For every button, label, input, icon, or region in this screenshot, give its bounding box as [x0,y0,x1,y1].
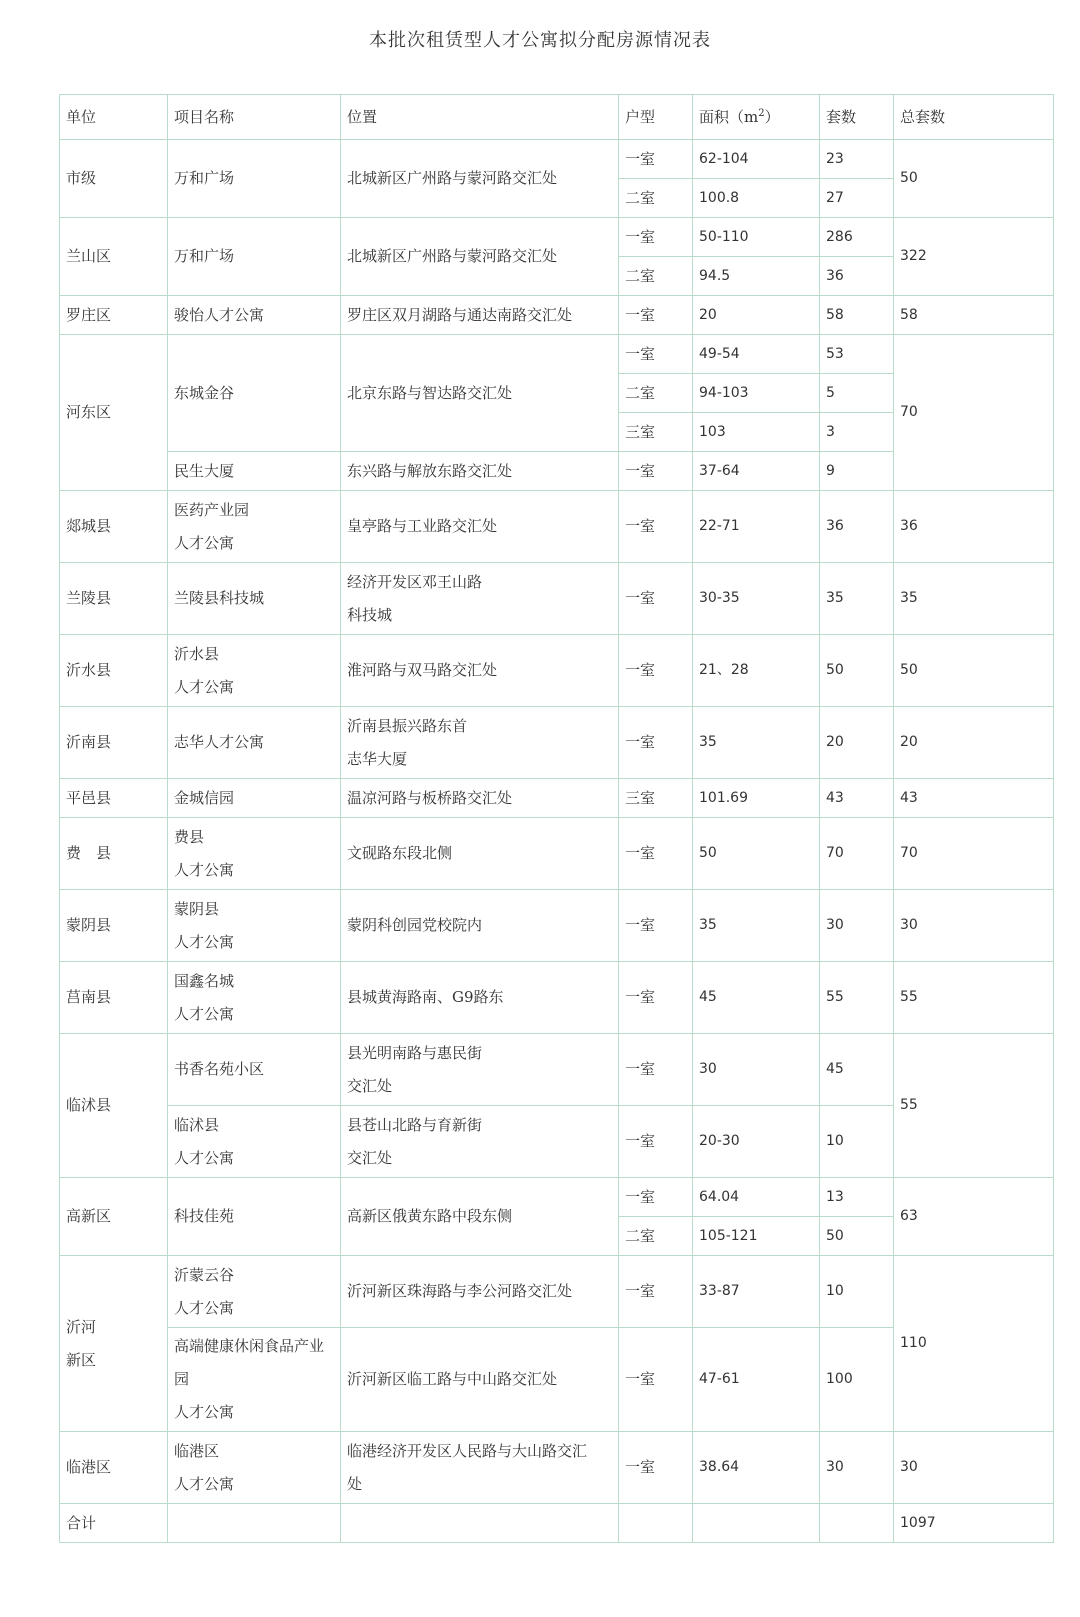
location-cell [341,1034,619,1106]
project-cell: 万和广场 [168,140,341,218]
total-cell: 63 [894,1178,1054,1256]
total-cell: 110 [894,1256,1054,1432]
location-line: 志华大厦 [347,749,408,768]
total-cell: 50 [894,140,1054,218]
empty-cell [341,1504,619,1543]
project-line: 人才公寓 [174,677,235,696]
unit-cell [60,1256,168,1432]
type-cell: 二室 [619,257,693,296]
area-cell: 47-61 [693,1328,820,1432]
location-line: 交汇处 [347,1076,393,1095]
header-row [60,95,1054,140]
count-cell: 9 [820,452,894,491]
type-cell: 一室 [619,890,693,962]
count-cell: 20 [820,707,894,779]
project-line: 沂水县 [174,644,220,663]
project-cell [168,1432,341,1504]
project-line: 人才公寓 [174,1403,235,1421]
project-line: 人才公寓 [174,860,235,879]
count-cell: 36 [820,257,894,296]
type-cell: 一室 [619,452,693,491]
table-row [60,962,1054,1034]
count-cell: 286 [820,218,894,257]
project-line: 蒙阴县 [174,899,220,918]
count-cell: 43 [820,779,894,818]
location-cell: 淮河路与双马路交汇处 [341,635,619,707]
area-cell: 30-35 [693,563,820,635]
table-row [60,1034,1054,1106]
count-cell: 58 [820,296,894,335]
count-cell: 10 [820,1256,894,1328]
table-row [60,779,1054,818]
count-cell: 53 [820,335,894,374]
type-cell: 一室 [619,296,693,335]
table-row [60,335,1054,374]
location-cell: 北城新区广州路与蒙河路交汇处 [341,140,619,218]
area-cell: 37-64 [693,452,820,491]
type-cell: 一室 [619,707,693,779]
table-row [60,140,1054,179]
unit-cell: 兰陵县 [60,563,168,635]
table-row [60,635,1054,707]
count-cell: 50 [820,635,894,707]
count-cell: 30 [820,1432,894,1504]
type-cell: 一室 [619,335,693,374]
project-cell: 志华人才公寓 [168,707,341,779]
area-cell: 30 [693,1034,820,1106]
type-cell: 一室 [619,1256,693,1328]
count-cell: 55 [820,962,894,1034]
type-cell: 一室 [619,1034,693,1106]
unit-cell [60,818,168,890]
type-cell: 三室 [619,413,693,452]
header-location: 位置 [341,95,619,140]
area-cell: 103 [693,413,820,452]
project-cell [168,491,341,563]
project-line: 医药产业园 [174,500,250,519]
footer-label: 合计 [60,1504,168,1543]
type-cell: 一室 [619,1178,693,1217]
total-cell: 35 [894,563,1054,635]
total-cell: 322 [894,218,1054,296]
location-cell: 沂河新区珠海路与李公河路交汇处 [341,1256,619,1328]
project-line: 人才公寓 [174,1004,235,1023]
total-cell: 58 [894,296,1054,335]
location-cell: 沂河新区临工路与中山路交汇处 [341,1328,619,1432]
project-cell: 书香名苑小区 [168,1034,341,1106]
count-cell: 13 [820,1178,894,1217]
area-cell: 20 [693,296,820,335]
project-cell [168,1256,341,1328]
unit-cell: 罗庄区 [60,296,168,335]
empty-cell [619,1504,693,1543]
area-cell: 22-71 [693,491,820,563]
header-count: 套数 [820,95,894,140]
project-cell: 金城信园 [168,779,341,818]
total-cell: 55 [894,962,1054,1034]
project-line: 临沭县 [174,1115,220,1134]
location-cell: 高新区俄黄东路中段东侧 [341,1178,619,1256]
type-cell: 一室 [619,1328,693,1432]
total-cell: 55 [894,1034,1054,1178]
type-cell: 一室 [619,635,693,707]
table-row [60,563,1054,635]
area-cell: 94-103 [693,374,820,413]
project-line: 园 [174,1370,190,1388]
location-cell: 北京东路与智达路交汇处 [341,335,619,452]
unit-cell: 蒙阴县 [60,890,168,962]
project-line: 临港区 [174,1441,220,1460]
area-cell: 21、28 [693,635,820,707]
header-area-text: 面积（m [699,107,759,126]
project-line: 人才公寓 [174,1298,235,1317]
type-cell: 一室 [619,218,693,257]
type-cell: 二室 [619,1217,693,1256]
location-cell [341,1432,619,1504]
type-cell: 一室 [619,1432,693,1504]
count-cell: 35 [820,563,894,635]
unit-cell: 河东区 [60,335,168,491]
unit-cell: 沂南县 [60,707,168,779]
count-cell: 3 [820,413,894,452]
total-cell: 43 [894,779,1054,818]
page-title: 本批次租赁型人才公寓拟分配房源情况表 [369,30,711,51]
location-line: 沂南县振兴路东首 [347,716,468,735]
project-cell: 兰陵县科技城 [168,563,341,635]
table-row [60,890,1054,962]
unit-cell: 莒南县 [60,962,168,1034]
table-row [60,1432,1054,1504]
total-cell: 36 [894,491,1054,563]
empty-cell [693,1504,820,1543]
location-cell [341,563,619,635]
table-row [60,296,1054,335]
header-type: 户型 [619,95,693,140]
location-line: 县苍山北路与育新街 [347,1115,483,1134]
type-cell: 三室 [619,779,693,818]
project-cell: 科技佳苑 [168,1178,341,1256]
count-cell: 27 [820,179,894,218]
project-line: 人才公寓 [174,932,235,951]
area-cell: 45 [693,962,820,1034]
project-cell [168,818,341,890]
project-cell: 民生大厦 [168,452,341,491]
location-cell: 县城黄海路南、G9路东 [341,962,619,1034]
area-cell: 62-104 [693,140,820,179]
area-cell: 35 [693,890,820,962]
type-cell: 二室 [619,179,693,218]
unit-cell: 高新区 [60,1178,168,1256]
unit-cell: 临沭县 [60,1034,168,1178]
unit-cell: 郯城县 [60,491,168,563]
header-area-sup: 2 [758,107,765,119]
location-line: 处 [347,1474,363,1493]
area-cell: 100.8 [693,179,820,218]
footer-row [60,1504,1054,1543]
location-cell: 罗庄区双月湖路与通达南路交汇处 [341,296,619,335]
footer-total: 1097 [894,1504,1054,1543]
table-row [60,707,1054,779]
count-cell: 50 [820,1217,894,1256]
project-cell [168,635,341,707]
count-cell: 10 [820,1106,894,1178]
count-cell: 36 [820,491,894,563]
unit-cell: 市级 [60,140,168,218]
unit-cell: 兰山区 [60,218,168,296]
count-cell: 70 [820,818,894,890]
area-cell: 50-110 [693,218,820,257]
location-line: 临港经济开发区人民路与大山路交汇 [347,1441,588,1460]
total-cell: 30 [894,1432,1054,1504]
project-line: 人才公寓 [174,1148,235,1167]
area-cell: 35 [693,707,820,779]
location-cell [341,1106,619,1178]
project-line: 费县 [174,827,205,846]
unit-cell: 平邑县 [60,779,168,818]
project-line: 人才公寓 [174,533,235,552]
location-cell: 东兴路与解放东路交汇处 [341,452,619,491]
table-row [60,218,1054,257]
header-total: 总套数 [894,95,1054,140]
type-cell: 二室 [619,374,693,413]
project-cell [168,1106,341,1178]
location-line: 科技城 [347,605,393,624]
location-cell: 温凉河路与板桥路交汇处 [341,779,619,818]
type-cell: 一室 [619,491,693,563]
location-cell: 皇亭路与工业路交汇处 [341,491,619,563]
unit-text: 费县 [66,844,127,862]
location-cell: 蒙阴科创园党校院内 [341,890,619,962]
unit-line: 新区 [66,1350,97,1369]
header-area [693,95,820,140]
type-cell: 一室 [619,962,693,1034]
area-cell: 49-54 [693,335,820,374]
unit-cell: 沂水县 [60,635,168,707]
type-cell: 一室 [619,563,693,635]
project-cell [168,1328,341,1432]
location-line: 交汇处 [347,1148,393,1167]
header-area-close: ） [764,107,780,126]
project-cell: 骏怡人才公寓 [168,296,341,335]
header-project: 项目名称 [168,95,341,140]
location-cell [341,707,619,779]
area-cell: 33-87 [693,1256,820,1328]
project-cell [168,890,341,962]
project-line: 高端健康休闲食品产业 [174,1337,325,1355]
total-cell: 70 [894,818,1054,890]
total-cell: 20 [894,707,1054,779]
type-cell: 一室 [619,1106,693,1178]
project-cell [168,962,341,1034]
project-cell: 万和广场 [168,218,341,296]
total-cell: 50 [894,635,1054,707]
count-cell: 5 [820,374,894,413]
project-line: 沂蒙云谷 [174,1265,235,1284]
empty-cell [820,1504,894,1543]
total-cell: 30 [894,890,1054,962]
area-cell: 64.04 [693,1178,820,1217]
type-cell: 一室 [619,140,693,179]
project-cell: 东城金谷 [168,335,341,452]
project-line: 国鑫名城 [174,971,235,990]
table-row [60,818,1054,890]
location-cell: 北城新区广州路与蒙河路交汇处 [341,218,619,296]
area-cell: 50 [693,818,820,890]
count-cell: 23 [820,140,894,179]
area-cell: 38.64 [693,1432,820,1504]
location-cell: 文砚路东段北侧 [341,818,619,890]
project-line: 人才公寓 [174,1474,235,1493]
empty-cell [168,1504,341,1543]
count-cell: 100 [820,1328,894,1432]
count-cell: 45 [820,1034,894,1106]
area-cell: 101.69 [693,779,820,818]
area-cell: 105-121 [693,1217,820,1256]
type-cell: 一室 [619,818,693,890]
total-cell: 70 [894,335,1054,491]
location-line: 县光明南路与惠民街 [347,1043,483,1062]
table-row [60,1256,1054,1328]
unit-cell: 临港区 [60,1432,168,1504]
table-row [60,1178,1054,1217]
housing-allocation-table [59,94,1054,1543]
count-cell: 30 [820,890,894,962]
table-row [60,491,1054,563]
location-line: 经济开发区邓王山路 [347,572,483,591]
area-cell: 94.5 [693,257,820,296]
header-unit: 单位 [60,95,168,140]
area-cell: 20-30 [693,1106,820,1178]
unit-line: 沂河 [66,1317,97,1336]
